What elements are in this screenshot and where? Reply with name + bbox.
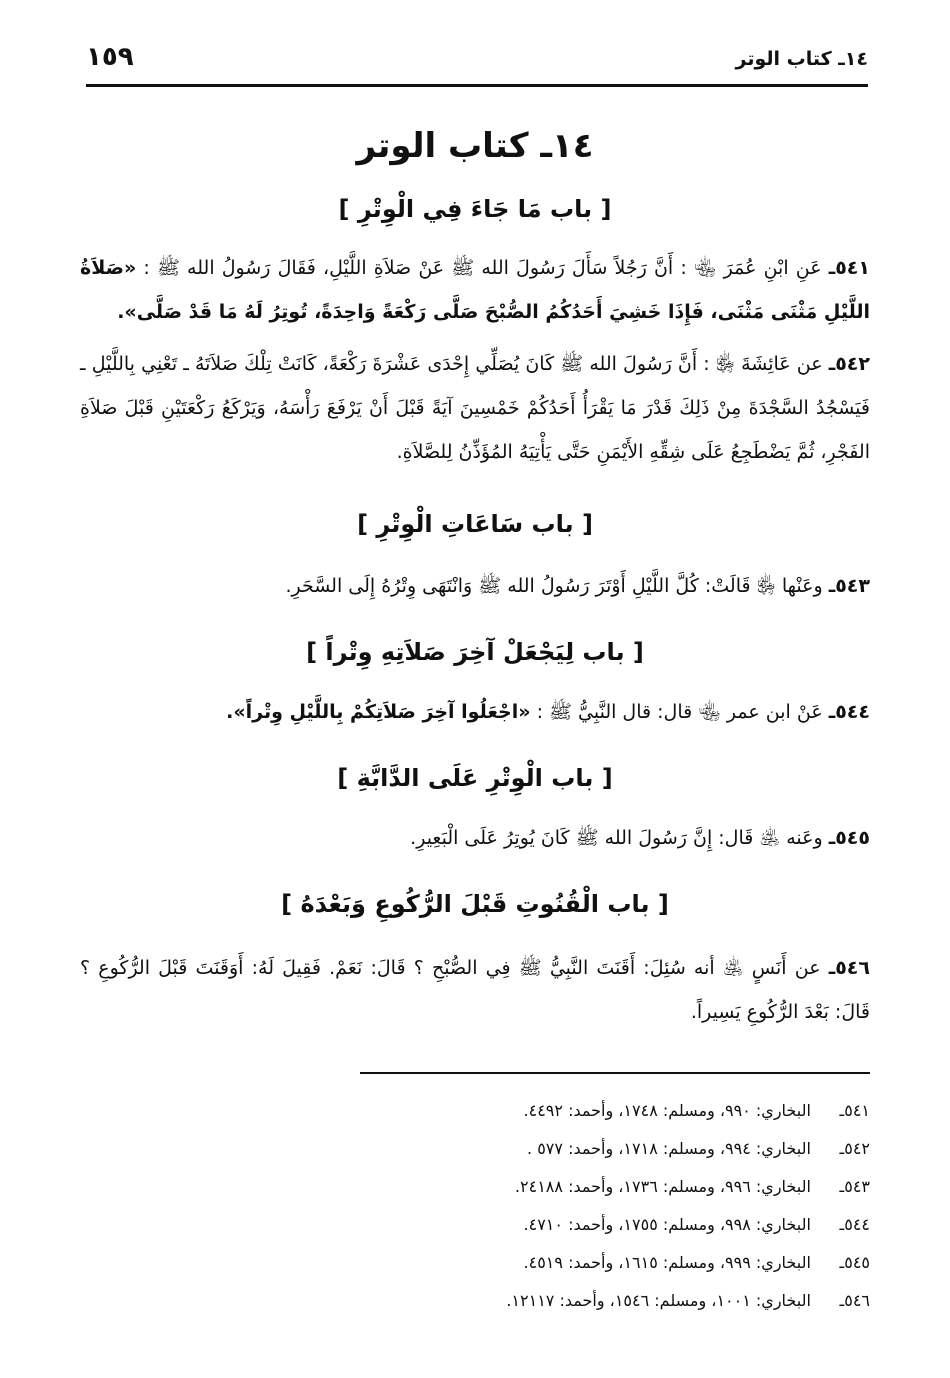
footnote-number: ٥٤٣ـ [839, 1177, 870, 1196]
footnote-number: ٥٤٥ـ [839, 1253, 870, 1272]
hadith-paragraph [80, 246, 870, 334]
footnote-item [350, 1130, 870, 1168]
hadith-paragraph [80, 690, 870, 734]
footnotes [350, 1092, 870, 1320]
hadith-paragraph [80, 564, 870, 608]
hadith-text: عَنْ ابن عمر ﵄ قال: قال النَّبِيُّ ﷺ : [536, 701, 823, 723]
header-rule [86, 84, 868, 87]
hadith-text: عن عَائِشَةَ ﵂ : أَنَّ رَسُولَ الله ﷺ كَانَ يُصَلِّي إِحْدَى عَشْرَةَ رَكْعَةً، كَانَتْ تِلْكَ صَلاَتَهُ ـ تَعْنِي بِاللَّيْلِ ـ فَيَسْجُدُ السَّجْدَةَ مِنْ ذَلِكَ قَدْرَ مَا يَقْرَأُ أَحَدُكُمْ خَمْسِينَ آيَةً قَبْلَ أَنْ يَرْفَعَ رَأْسَهُ، وَيَرْكَعُ رَكْعَتَيْنِ قَبْلَ صَلاَةِ الفَجْرِ، ثُمَّ يَضْطَجِعُ عَلَى شِقِّهِ الأَيْمَنِ حَتَّى يَأْتِيَهُ المُؤَذِّنُ لِلصَّلاَةِ. [80, 353, 870, 463]
footnote-number: ٥٤١ـ [839, 1101, 870, 1120]
running-title: ١٤ـ كتاب الوتر [735, 48, 868, 70]
hadith-number: ٥٤٣ـ [828, 575, 870, 597]
footnote-item [350, 1282, 870, 1320]
footnote-rule [360, 1072, 870, 1074]
hadith-number: ٥٤٦ـ [828, 957, 870, 979]
hadith-number: ٥٤٥ـ [828, 827, 870, 849]
footnote-item [350, 1168, 870, 1206]
hadith-paragraph [80, 816, 870, 860]
footnote-text: البخاري: ٩٩٤، ومسلم: ١٧١٨، وأحمد: ٥٧٧ . [527, 1139, 811, 1158]
footnote-text: البخاري: ٩٩٠، ومسلم: ١٧٤٨، وأحمد: ٤٤٩٢. [523, 1101, 811, 1120]
footnote-number: ٥٤٦ـ [839, 1291, 870, 1310]
footnote-number: ٥٤٤ـ [839, 1215, 870, 1234]
chapter-title: ١٤ـ كتاب الوتر [356, 126, 594, 166]
footnote-text: البخاري: ٩٩٨، ومسلم: ١٧٥٥، وأحمد: ٤٧١٠. [523, 1215, 811, 1234]
page-header [86, 40, 868, 84]
section-heading: [ باب مَا جَاءَ فِي الْوِتْرِ ] [338, 195, 612, 223]
footnote-item [350, 1244, 870, 1282]
hadith-text: وعَنْها ﵂ قَالَتْ: كُلَّ اللَّيْلِ أَوْتَرَ رَسُولُ الله ﷺ وَانْتَهَى وِتْرُهُ إِلَى السَّحَرِ. [285, 575, 823, 597]
hadith-text: عَنِ ابْنِ عُمَرَ ﵄ : أَنَّ رَجُلاً سَأَلَ رَسُولَ الله ﷺ عَنْ صَلاَةِ اللَّيْلِ، فَقَالَ رَسُولُ الله ﷺ : [143, 257, 822, 279]
footnote-text: البخاري: ١٠٠١، ومسلم: ١٥٤٦، وأحمد: ١٢١١٧. [506, 1291, 811, 1310]
hadith-quote: «اجْعَلُوا آخِرَ صَلاَتِكُمْ بِاللَّيْلِ وِتْراً». [226, 701, 531, 723]
section-heading: [ باب لِيَجْعَلْ آخِرَ صَلاَتِهِ وِتْراً ] [306, 638, 644, 666]
hadith-paragraph [80, 342, 870, 474]
hadith-paragraph [80, 946, 870, 1034]
footnote-item [350, 1206, 870, 1244]
hadith-number: ٥٤١ـ [828, 257, 870, 279]
footnote-text: البخاري: ٩٩٩، ومسلم: ١٦١٥، وأحمد: ٤٥١٩. [523, 1253, 811, 1272]
main-content [80, 118, 870, 1034]
hadith-text: وعَنه ﵁ قَال: إِنَّ رَسُولَ الله ﷺ كَانَ يُوتِرُ عَلَى الْبَعِيرِ. [410, 827, 823, 849]
hadith-text: عن أَنَسٍ ﵁ أنه سُئِلَ: أَقَنَتَ النَّبِيُّ ﷺ فِي الصُّبْحِ ؟ قَالَ: نَعَمْ. فَقِيلَ لَهُ: أَوَقَنَتَ قَبْلَ الرُّكُوعِ ؟ قَالَ: بَعْدَ الرُّكُوعِ يَسِيراً. [80, 957, 870, 1023]
hadith-number: ٥٤٢ـ [828, 353, 870, 375]
footnote-item [350, 1092, 870, 1130]
section-heading: [ باب الْوِتْرِ عَلَى الدَّابَّةِ ] [337, 764, 613, 792]
section-heading: [ باب سَاعَاتِ الْوِتْرِ ] [357, 510, 593, 538]
section-heading: [ باب الْقُنُوتِ قَبْلَ الرُّكُوعِ وَبَعْدَهُ ] [281, 890, 669, 918]
hadith-number: ٥٤٤ـ [828, 701, 870, 723]
page-number: ١٥٩ [86, 42, 134, 72]
footnote-text: البخاري: ٩٩٦، ومسلم: ١٧٣٦، وأحمد: ٢٤١٨٨. [514, 1177, 811, 1196]
hadith-quote: «صَلاَةُ اللَّيْلِ مَثْنَى مَثْنَى، فَإِذَا خَشِيَ أَحَدُكُمُ الصُّبْحَ صَلَّى رَكْعَةً وَاحِدَةً، تُوتِرُ لَهُ مَا قَدْ صَلَّى». [80, 257, 870, 323]
footnote-number: ٥٤٢ـ [839, 1139, 870, 1158]
